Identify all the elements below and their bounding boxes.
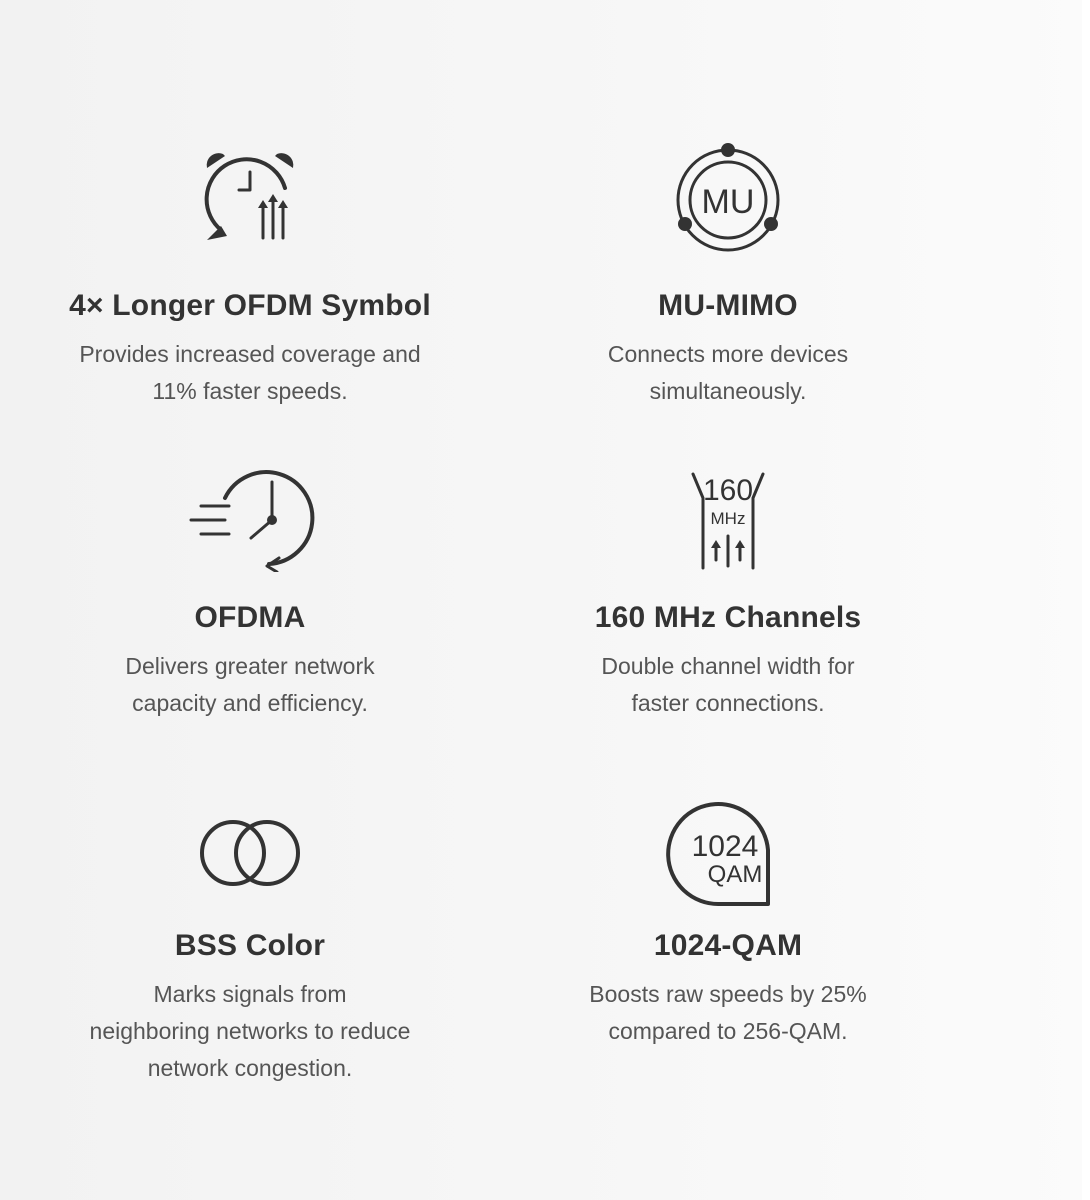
feature-ofdma <box>40 462 460 722</box>
fast-clock-icon <box>185 462 315 572</box>
feature-description: Provides increased coverage and 11% faster speeds. <box>79 341 421 404</box>
svg-text:MHz: MHz <box>710 509 746 528</box>
svg-text:160: 160 <box>702 474 754 507</box>
feature-title: OFDMA <box>194 601 306 634</box>
bss-color-rings-icon <box>185 798 315 908</box>
alarm-clock-speed-icon <box>185 142 315 252</box>
svg-text:1024: 1024 <box>691 830 759 863</box>
svg-text:QAM: QAM <box>707 861 763 888</box>
page-edge-strip <box>1082 0 1090 1200</box>
feature-title: 4× Longer OFDM Symbol <box>69 289 431 322</box>
feature-bss-color <box>40 798 460 1087</box>
feature-description: Connects more devices simultaneously. <box>607 341 849 404</box>
feature-description: Double channel width for faster connections. <box>601 653 855 716</box>
feature-title: MU-MIMO <box>658 289 798 322</box>
feature-ofdm-symbol <box>40 142 460 410</box>
channel-160mhz-icon <box>663 462 793 572</box>
feature-mu-mimo <box>518 142 938 410</box>
feature-1024-qam <box>518 798 938 1050</box>
feature-160mhz-channels <box>518 462 938 722</box>
qam-1024-icon <box>663 798 793 908</box>
svg-text:MU: MU <box>701 183 755 221</box>
mu-mimo-icon <box>663 142 793 252</box>
feature-description: Boosts raw speeds by 25% compared to 256-QAM. <box>589 981 867 1044</box>
feature-title: 160 MHz Channels <box>594 601 862 634</box>
feature-title: 1024-QAM <box>653 929 803 962</box>
feature-description: Delivers greater network capacity and efficiency. <box>125 653 375 716</box>
feature-title: BSS Color <box>174 929 326 962</box>
feature-description: Marks signals from neighboring networks to reduce network congestion. <box>89 981 411 1081</box>
